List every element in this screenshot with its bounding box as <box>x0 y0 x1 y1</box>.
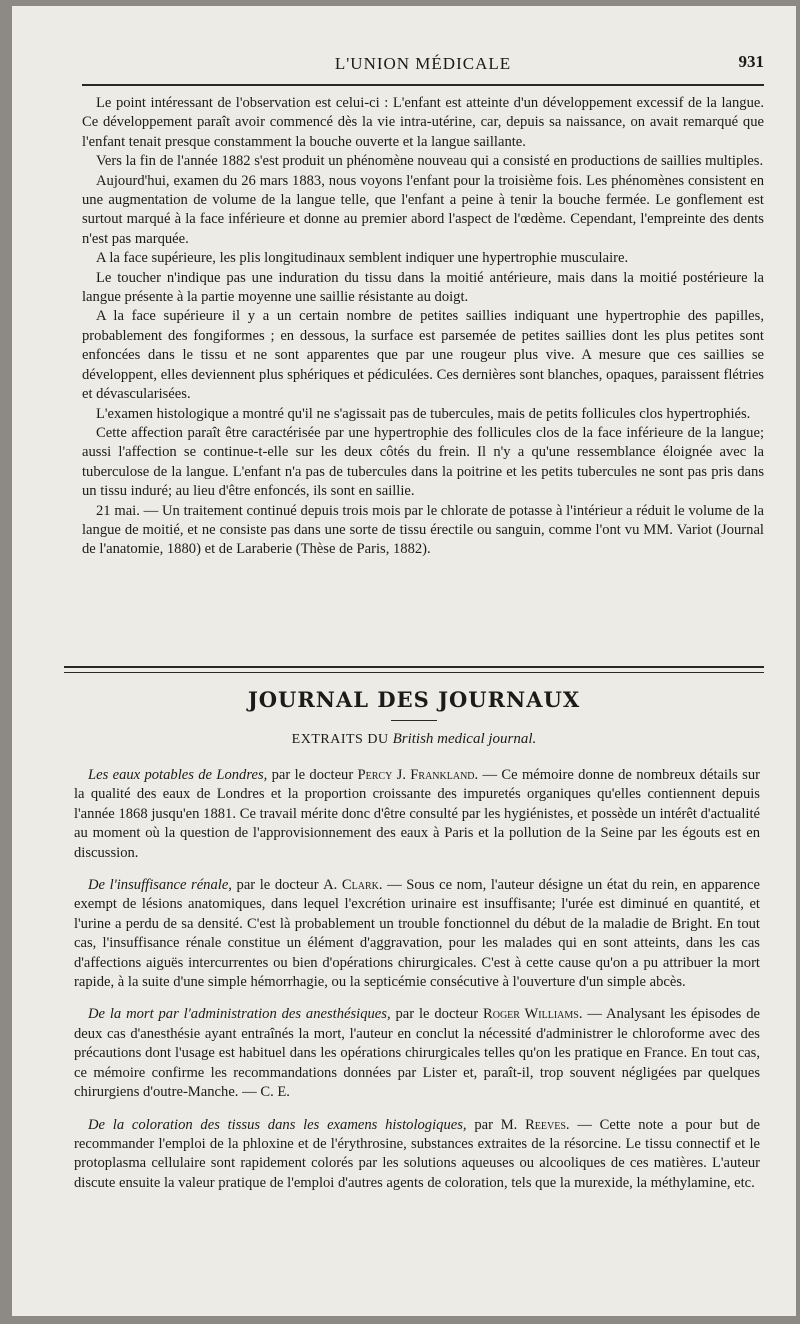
section-double-rule <box>64 666 764 673</box>
article <box>74 876 760 992</box>
article-author: Roger Williams. <box>482 1006 583 1023</box>
article-byline: par le docteur <box>395 1006 479 1023</box>
section-small-rule <box>391 720 437 721</box>
article <box>74 766 760 863</box>
page-number: 931 <box>738 52 764 71</box>
section-title: JOURNAL DES JOURNAUX <box>247 687 581 712</box>
paragraph: 21 mai. — Un traitement continué depuis trois mois par le chlorate de potasse à l'intérieur a réduit le volume de la langue de moitié, et ne consiste pas dans une sorte de tissu érectile ou sanguin, comme l'ont vu MM. Variot (Journal de l'anatomie, 1880) et de Laraberie (Thèse de Paris, 1882). <box>82 502 764 558</box>
article-author: A. Clark. <box>323 877 383 894</box>
article-title: De la coloration des tissus dans les examens histologiques, <box>88 1116 467 1133</box>
article <box>74 1005 760 1102</box>
running-head <box>82 50 764 80</box>
article-text: — Cette note a pour but de recommander l'emploi de la phloxine et de l'érythrosine, substances extraites de la résorcine. Le tissu connectif et le protoplasma cellulaire sont rapidement colorés par les solutions aqueuses ou alcooliques de ces matières. L'auteur discute ensuite la valeur pratique de l'emploi d'autres agents de coloration, tels que la murexide, la méthylamine, etc. <box>74 1116 760 1191</box>
article-text: — Ce mémoire donne de nombreux détails sur la qualité des eaux de Londres et la proportion croissante des impuretés organiques qu'elles contiennent depuis l'année 1868 jusqu'en 1881. Ce travail mérite donc d'être consulté par les hygiénistes, et possède un intérêt d'actualité au moment où la question de l'approvisionnement des eaux à Paris et la pollution de la Seine par les égouts est en discussion. <box>74 767 760 861</box>
section-subtitle <box>64 731 764 748</box>
article-byline: par <box>474 1116 493 1133</box>
case-report-body <box>82 94 764 560</box>
paragraph: A la face supérieure il y a un certain nombre de petites saillies indiquant une hypertrophie des papilles, probablement des fongiformes ; en dessous, la surface est parsemée de petites saillies dont les plus petites sont enfoncées dans le tissu et ne sont apparentes que par une rougeur plus vive. A mesure que ces saillies se développent, elles deviennent plus sphériques et pédiculées. Ces dernières sont blanches, opaques, paraissent flétries et dévascularisées. <box>82 308 764 403</box>
article-byline: par le docteur <box>271 767 354 783</box>
paragraph: Le point intéressant de l'observation est celui-ci : L'enfant est atteinte d'un développement excessif de la langue. Ce développement paraît avoir commencé dès la vie intra-utérine, car, depuis sa naissance, on avait remarqué que l'enfant tenait presque constamment la bouche ouverte et la langue saillante. <box>82 95 764 150</box>
paragraph: Cette affection paraît être caractérisée par une hypertrophie des follicules clos de la face inférieure de la langue; aussi l'affection se continue-t-elle sur les deux côtés du frein. Il n'y a qu'une ressemblance éloignée avec la tuberculose de la langue. L'enfant n'a pas de tubercules dans la poitrine et les petits tubercules ne sont pas pris dans un tissu induré; au lieu d'être enfoncés, ils sont en saillie. <box>82 424 764 500</box>
paragraph: A la face supérieure, les plis longitudinaux semblent indiquer une hypertrophie musculaire. <box>96 250 629 267</box>
paragraph: Aujourd'hui, examen du 26 mars 1883, nous voyons l'enfant pour la troisième fois. Les phénomènes consistent en une augmentation de volume de la langue telle, que l'enfant a peine à tenir la bouche fermée. Le gonflement est surtout marqué à la face inférieure et donne au premier abord l'aspect de l'œdème. Cependant, l'empreinte des dents n'est pas marquée. <box>82 172 764 247</box>
paragraph: Vers la fin de l'année 1882 s'est produit un phénomène nouveau qui a consisté en productions de saillies multiples. <box>96 153 764 170</box>
paragraph: Le toucher n'indique pas une induration du tissu dans la moitié antérieure, mais dans la moitié postérieure la langue présente à la partie moyenne une saillie résistante au doigt. <box>82 269 764 306</box>
article-title: De l'insuffisance rénale, <box>88 877 232 894</box>
article-title: Les eaux potables de Londres, <box>88 767 268 783</box>
article-author: M. Reeves. <box>500 1116 570 1133</box>
article-text: — Analysant les épisodes de deux cas d'anesthésie ayant entraînés la mort, l'auteur en conclut la nécessité d'administrer le chloroforme avec des précautions dont l'usage est habituel dans les opérations chirurgicales telles qu'on les pratique en France. En tout cas, ce mémoire confirme les recommandations données par Lister et, paraît-il, trop souvent négligées par quelques chirurgiens d'outre-Manche. — C. E. <box>74 1006 760 1101</box>
article-title: De la mort par l'administration des anesthésiques, <box>88 1006 391 1023</box>
article-byline: par le docteur <box>236 877 319 894</box>
article <box>74 1116 760 1194</box>
subtitle-prefix: EXTRAITS DU <box>291 732 389 747</box>
section-header <box>64 666 764 748</box>
paragraph: L'examen histologique a montré qu'il ne s'agissait pas de tubercules, mais de petits follicules clos hypertrophiés. <box>96 405 751 422</box>
article-text: — Sous ce nom, l'auteur désigne un état du rein, en apparence exempt de lésions anatomiques, dans lequel l'excrétion urinaire est insuffisante; l'urée est diminué en quantité, et l'urine a perdu de sa densité. C'est là probablement un trouble fonctionnel du début de la maladie de Bright. En tout cas, l'insuffisance rénale constitue un élément d'aggravation, pour les malades qui en sont atteints, dans les cas d'affections aiguës intercurrentes ou bien d'opérations chirurgicales. C'est à cette cause qu'on a pu attribuer la mort rapide, à la suite d'une simple hémorrhagie, ou la septicémie consécutive à l'ouverture d'un simple abcès. <box>74 877 760 991</box>
article-author: Percy J. Frankland. <box>357 767 479 783</box>
journal-extracts <box>74 766 760 1206</box>
journal-title: L'UNION MÉDICALE <box>334 54 512 73</box>
newspaper-page <box>12 6 796 1316</box>
header-rule <box>82 84 764 86</box>
subtitle-journal: British medical journal. <box>392 731 537 747</box>
